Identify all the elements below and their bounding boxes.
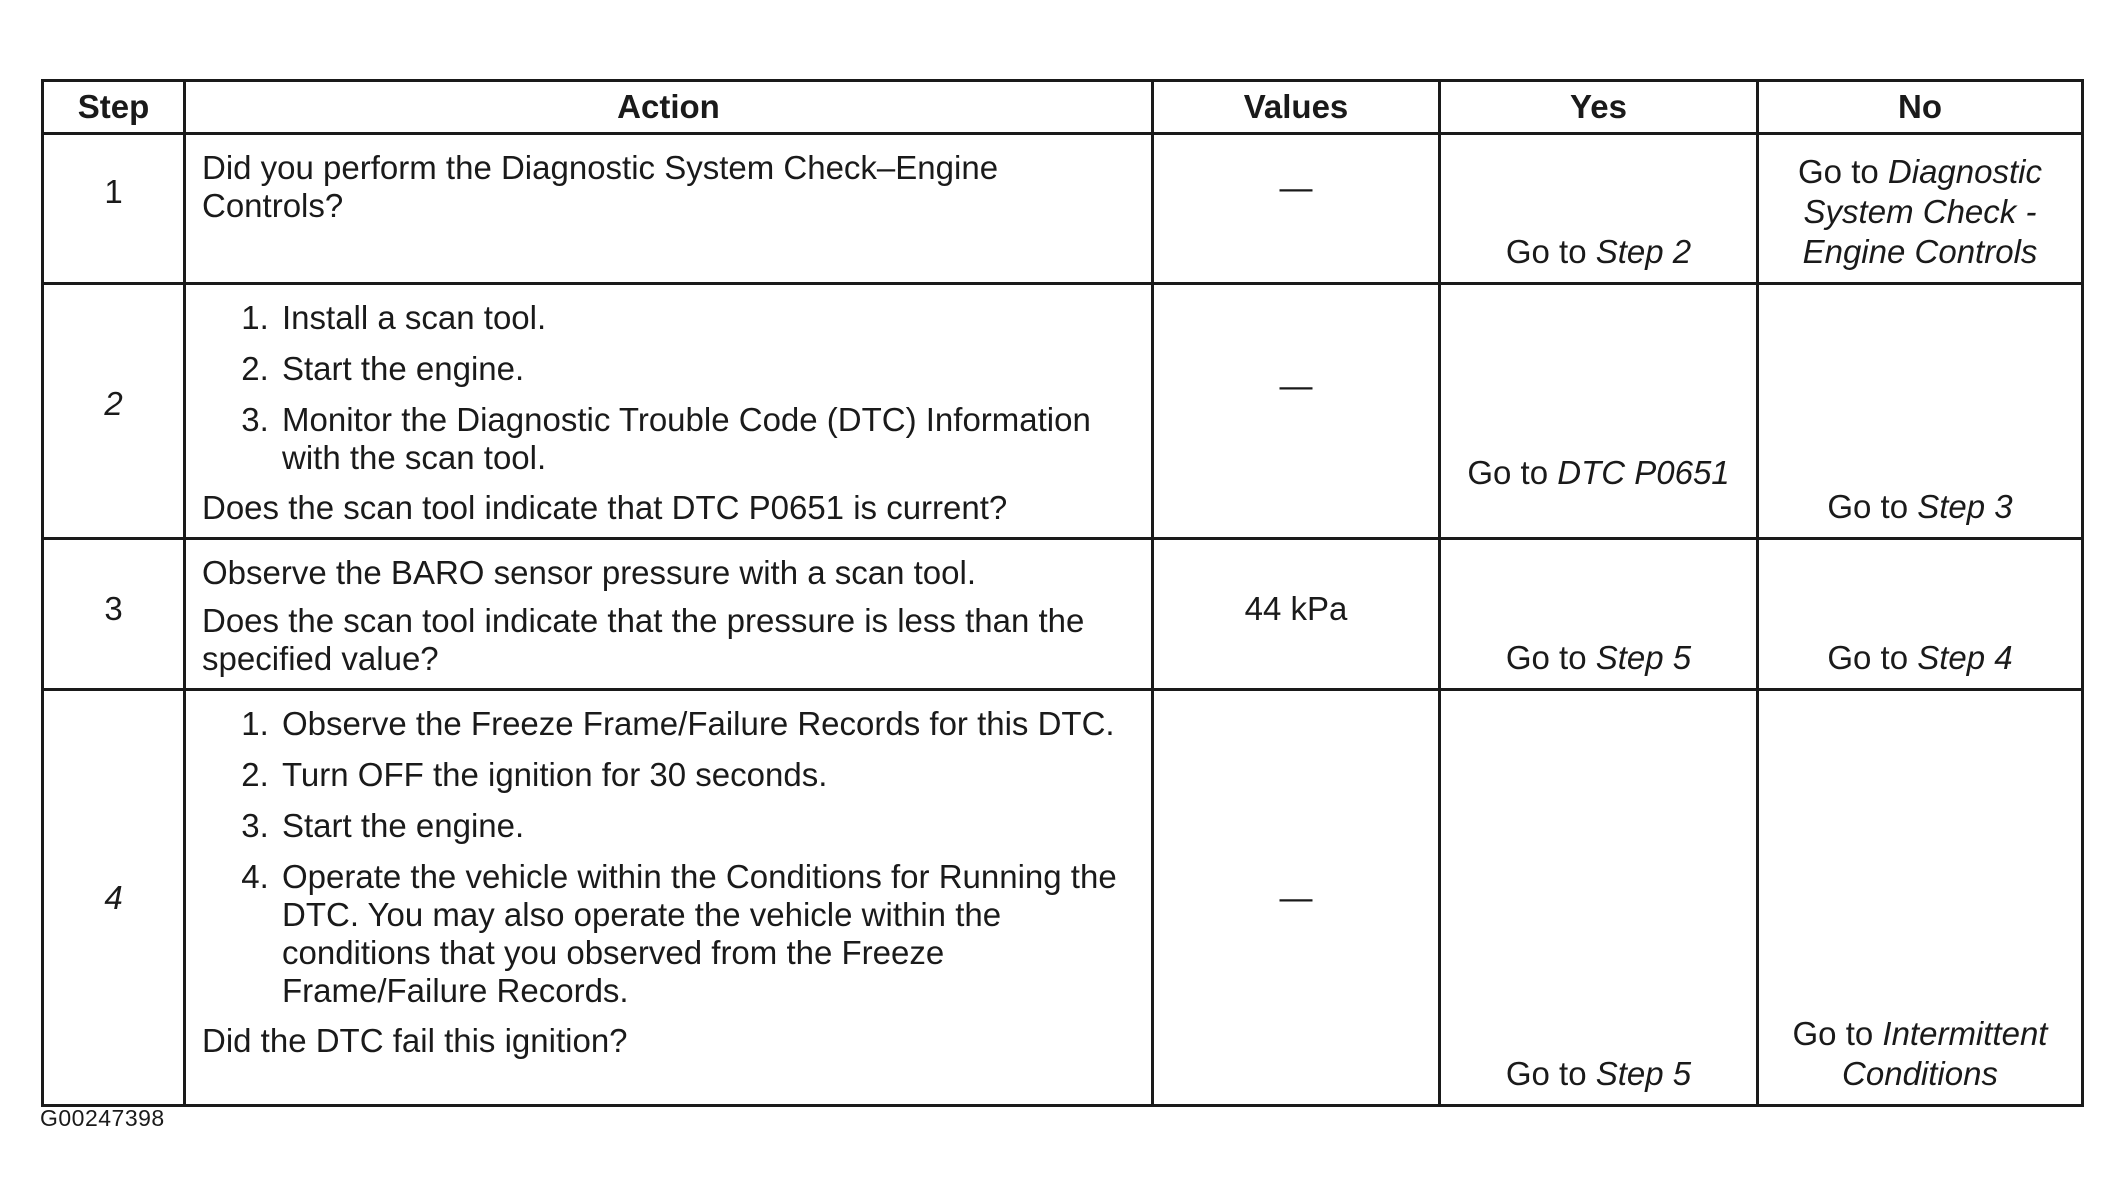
no-link[interactable]: Intermittent Conditions	[1842, 1015, 2048, 1092]
value-cell	[1153, 134, 1440, 284]
no-prefix: Go to	[1827, 639, 1918, 676]
yes-cell	[1440, 539, 1758, 690]
yes-link[interactable]: DTC P0651	[1557, 454, 1730, 491]
no-prefix: Go to	[1798, 153, 1888, 190]
step-number: 4	[104, 879, 123, 916]
value-cell	[1153, 690, 1440, 1106]
yes-cell	[1440, 134, 1758, 284]
action-steps-list	[202, 705, 1135, 1010]
yes-prefix: Go to	[1505, 639, 1596, 676]
no-prefix: Go to	[1792, 1015, 1883, 1052]
no-cell	[1758, 284, 2083, 539]
yes-link[interactable]: Step 2	[1595, 233, 1692, 270]
no-link[interactable]: Step 3	[1917, 488, 2013, 525]
figure-id: G00247398	[40, 1105, 165, 1131]
step-number-cell	[43, 539, 185, 690]
value-cell	[1153, 539, 1440, 690]
value-text: —	[1279, 367, 1313, 404]
action-step: 1. Install a scan tool.	[278, 299, 1135, 337]
value-text: 44 kPa	[1244, 590, 1348, 627]
step-number-cell	[43, 690, 185, 1106]
step-number: 3	[104, 590, 123, 627]
action-step: 1. Observe the Freeze Frame/Failure Records for this DTC.	[278, 705, 1135, 743]
no-link[interactable]: Diagnostic System Check - Engine Controls	[1802, 153, 2042, 270]
yes-cell	[1440, 690, 1758, 1106]
no-result	[1759, 638, 2081, 678]
yes-prefix: Go to	[1467, 454, 1558, 491]
no-prefix: Go to	[1827, 488, 1918, 525]
diagnostic-table	[41, 79, 2084, 1107]
no-link[interactable]: Step 4	[1917, 639, 2013, 676]
value-text: —	[1279, 879, 1313, 916]
value-cell	[1153, 284, 1440, 539]
action-step: 2. Start the engine.	[278, 350, 1135, 388]
action-steps-list	[202, 299, 1135, 477]
step-number: 1	[104, 173, 123, 210]
action-step: 3. Monitor the Diagnostic Trouble Code (DTC) Information with the scan tool.	[278, 401, 1135, 477]
action-question: Did you perform the Diagnostic System Check–Engine Controls?	[202, 149, 999, 224]
yes-result	[1441, 453, 1756, 493]
action-cell	[185, 539, 1153, 690]
yes-link[interactable]: Step 5	[1595, 639, 1692, 676]
yes-result	[1441, 1054, 1756, 1094]
no-result	[1759, 1014, 2081, 1094]
action-cell	[185, 690, 1153, 1106]
header-action: Action	[185, 81, 1153, 134]
header-step: Step	[43, 81, 185, 134]
no-result	[1759, 487, 2081, 527]
header-values: Values	[1153, 81, 1440, 134]
yes-result	[1441, 232, 1756, 272]
action-step: 2. Turn OFF the ignition for 30 seconds.	[278, 756, 1135, 794]
action-step: 4. Operate the vehicle within the Conditions for Running the DTC. You may also operate the vehicle within the conditions that you observed from the Freeze Frame/Failure Records.	[278, 858, 1135, 1010]
yes-cell	[1440, 284, 1758, 539]
yes-prefix: Go to	[1505, 233, 1596, 270]
action-cell	[185, 134, 1153, 284]
step-number-cell	[43, 134, 185, 284]
action-question: Did the DTC fail this ignition?	[202, 1022, 628, 1059]
action-text: Observe the BARO sensor pressure with a scan tool.	[202, 554, 977, 591]
step-number: 2	[104, 385, 123, 422]
header-row	[43, 81, 2083, 134]
table-row	[43, 539, 2083, 690]
no-cell	[1758, 539, 2083, 690]
action-cell	[185, 284, 1153, 539]
table-row	[43, 284, 2083, 539]
table-row	[43, 134, 2083, 284]
yes-link[interactable]: Step 5	[1595, 1055, 1692, 1092]
table-row	[43, 690, 2083, 1106]
yes-prefix: Go to	[1505, 1055, 1596, 1092]
action-question: Does the scan tool indicate that DTC P0651 is current?	[202, 489, 1008, 526]
step-number-cell	[43, 284, 185, 539]
header-no: No	[1758, 81, 2083, 134]
no-result	[1759, 152, 2081, 272]
action-question: Does the scan tool indicate that the pressure is less than the specified value?	[202, 602, 1085, 677]
no-cell	[1758, 134, 2083, 284]
no-cell	[1758, 690, 2083, 1106]
value-text: —	[1279, 169, 1313, 206]
header-yes: Yes	[1440, 81, 1758, 134]
yes-result	[1441, 638, 1756, 678]
diagnostic-table-container	[41, 79, 2081, 1107]
action-step: 3. Start the engine.	[278, 807, 1135, 845]
